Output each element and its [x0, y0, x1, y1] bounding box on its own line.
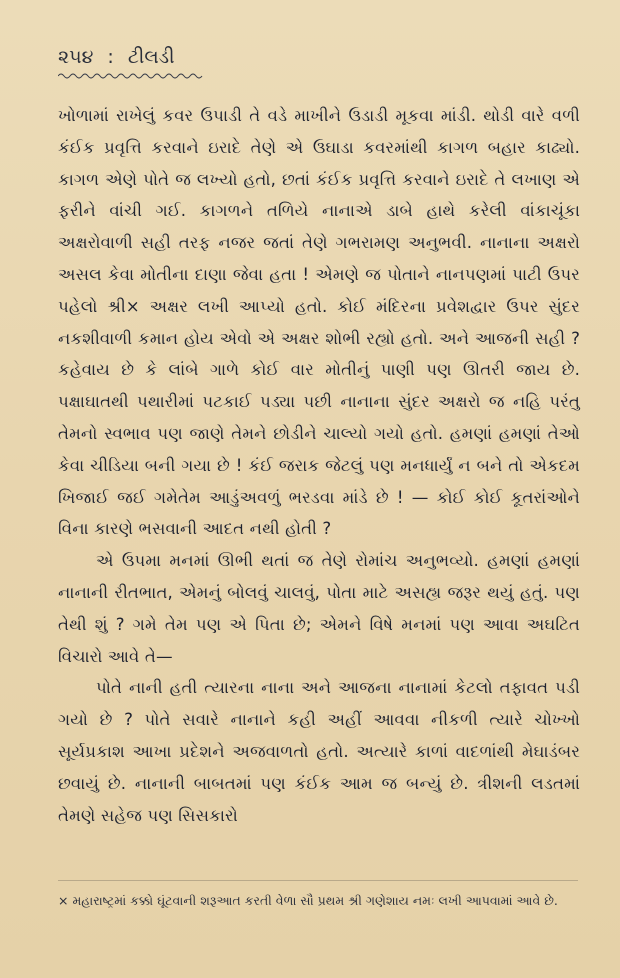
paragraph: ખોળામાં રાખેલું કવર ઉપાડી તે વડે માખીને ઉડાડી મૂકવા માંડી. થોડી વારે વળી કંઈક પ્રવૃત્તિ કરવાને ઇરાદે તેણે એ ઉઘાડા કવરમાંથી કાગળ બહાર કાઢ્યો. કાગળ એણે પોતે જ લખ્યો હતો, છતાં કંઈક પ્રવૃત્તિ કરવાને ઇરાદે તે લખાણ એ ફરીને વાંચી ગઈ. કાગળને તળિયે નાનાએ ડાબે હાથે કરેલી વાંકાચૂંકા અક્ષરોવાળી સહી તરફ નજર જતાં તેણે ગભરામણ અનુભવી. નાનાના અક્ષરો અસલ કેવા મોતીના દાણા જેવા હતા ! એમણે જ પોતાને નાનપણમાં પાટી ઉપર પહેલો શ્રી× અક્ષર લખી આપ્યો હતો. કોઈ મંદિરના પ્રવેશદ્વાર ઉપર સુંદર નકશીવાળી કમાન હોય એવો એ અક્ષર શોભી રહ્યો હતો. અને આજની સહી ? કહેવાય છે કે લાંબે ગાળે કોઈ વાર મોતીનું પાણી પણ ઊતરી જાય છે. પક્ષાઘાતથી પથારીમાં પટકાઈ પડ્યા પછી નાનાના સુંદર અક્ષરો જ નહિ પરંતુ તેમનો સ્વભાવ પણ જાણે તેમને છોડીને ચાલ્યો ગયો હતો. હમણાં હમણાં તેઓ કેવા ચીડિયા બની ગયા છે ! કંઈ જરાક જેટલું પણ મનધાર્યું ન બને તો એકદમ ખિજાઈ જઈ ગમેતેમ આડુંઅવળું ભરડવા માંડે છે ! — કોઈ કોઈ કૂતરાંઓને વિના કારણે ભસવાની આદત નથી હોતી ? — [58, 106, 580, 539]
page-body — [58, 100, 580, 831]
footnote: × મહારાષ્ટ્રમાં કક્કો ઘૂંટવાની શરૂઆત કરતી વેળા સૌ પ્રથમ શ્રી ગણેશાય નમઃ લખી આપવામાં આવે છે. — [58, 893, 558, 908]
page-number: ૨૫૪ — [58, 46, 94, 68]
footnote-divider — [58, 880, 578, 881]
chapter-title: ટીલડી — [127, 46, 175, 68]
running-header — [58, 46, 580, 68]
header-separator: : — [107, 46, 114, 68]
header-ornament — [58, 72, 208, 80]
paragraph: એ ઉપમા મનમાં ઊભી થતાં જ તેણે રોમાંચ અનુભવ્યો. હમણાં હમણાં નાનાની રીતભાત, એમનું બોલવું ચાલવું, પોતા માટે અસહ્ય જરૂર થયું હતું. પણ તેથી શું ? ગમે તેમ પણ એ પિતા છે; એમને વિષે મનમાં પણ આવા અઘટિત વિચારો આવે તે— — [58, 551, 580, 666]
paragraph: પોતે નાની હતી ત્યારના નાના અને આજના નાનામાં કેટલો તફાવત પડી ગયો છે ? પોતે સવારે નાનાને કહી અહીં આવવા નીકળી ત્યારે ચોખ્ખો સૂર્યપ્રકાશ આખા પ્રદેશને અજવાળતો હતો. અત્યારે કાળાં વાદળાંથી મેઘાડંબર છવાયું છે. નાનાની બાબતમાં પણ કંઈક આમ જ બન્યું છે. ત્રીશની લડતમાં તેમણે સહેજ પણ સિસકારો — [58, 678, 580, 825]
